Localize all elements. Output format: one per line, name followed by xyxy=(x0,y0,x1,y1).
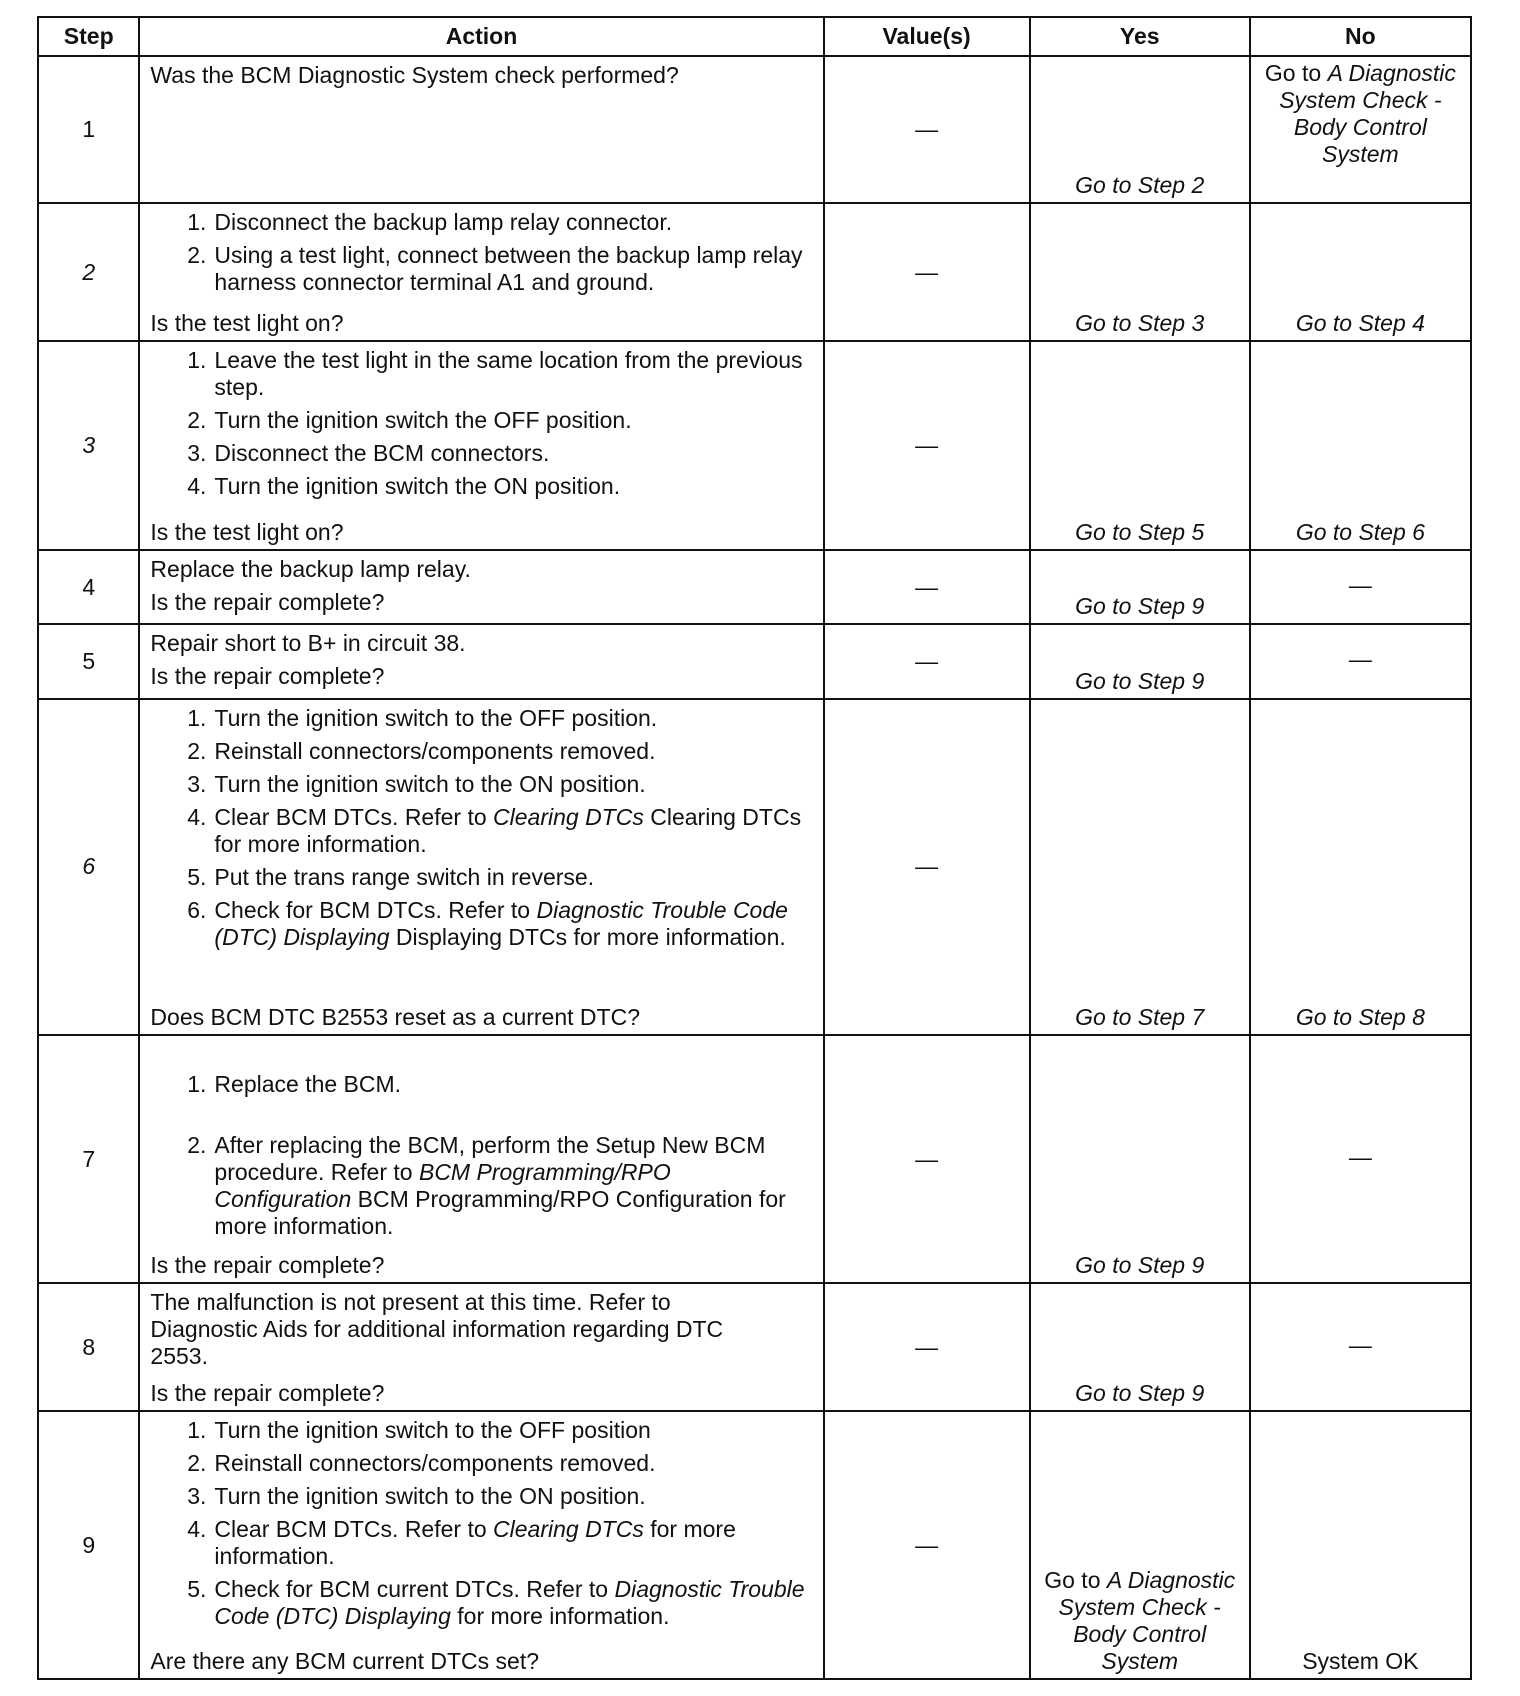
header-row xyxy=(38,17,1471,56)
header-no: No xyxy=(1250,17,1471,56)
step-number: 6 xyxy=(38,699,139,1036)
action-text: Repair short to B+ in circuit 38. xyxy=(150,630,466,657)
list-item: 4. Clear BCM DTCs. Refer to Clearing DTCs for more information. xyxy=(187,1516,736,1570)
dash-mark: — xyxy=(915,1531,939,1558)
action-text: Was the BCM Diagnostic System check performed? xyxy=(150,62,679,88)
table-row xyxy=(38,56,1471,203)
action-cell xyxy=(139,699,823,1036)
list-item: 1. Leave the test light in the same location from the previous step. xyxy=(187,346,803,400)
yes-cell xyxy=(1030,1035,1250,1283)
action-steps xyxy=(150,1071,812,1246)
reference-link[interactable]: Clearing DTCs xyxy=(493,1516,644,1543)
yes-goto[interactable]: Go to Step 9 xyxy=(1075,667,1205,694)
no-cell xyxy=(1250,550,1471,624)
dash-mark: — xyxy=(915,647,939,674)
action-question: Is the repair complete? xyxy=(150,1380,385,1407)
dash-mark: — xyxy=(1348,646,1372,673)
yes-goto[interactable]: Go to Step 9 xyxy=(1075,1380,1205,1407)
yes-goto[interactable]: Go to Step 2 xyxy=(1075,172,1205,199)
no-cell xyxy=(1250,56,1471,203)
yes-cell xyxy=(1030,624,1250,698)
step-number: 7 xyxy=(38,1035,139,1283)
table-row xyxy=(38,203,1471,340)
action-cell xyxy=(139,203,823,340)
table-row xyxy=(38,1283,1471,1411)
value-cell xyxy=(824,1283,1030,1411)
yes-cell xyxy=(1030,203,1250,340)
list-item: 5. Check for BCM current DTCs. Refer to Diagnostic Trouble Code (DTC) Displaying for more information. xyxy=(187,1576,805,1630)
action-text: Replace the backup lamp relay. xyxy=(150,556,471,583)
header-yes: Yes xyxy=(1030,17,1250,56)
value-cell xyxy=(824,550,1030,624)
value-cell xyxy=(824,699,1030,1036)
list-item: 1. Turn the ignition switch to the OFF position. xyxy=(187,704,658,731)
list-item: 4. Turn the ignition switch the ON position. xyxy=(187,472,621,499)
table-row xyxy=(38,624,1471,698)
no-cell xyxy=(1250,624,1471,698)
action-cell xyxy=(139,550,823,624)
dash-mark: — xyxy=(915,1145,939,1172)
action-question: Is the test light on? xyxy=(150,309,344,336)
list-item: 6. Check for BCM DTCs. Refer to Diagnostic Trouble Code (DTC) Displaying Displaying DTCs for more information. xyxy=(187,896,788,950)
table-row xyxy=(38,1411,1471,1679)
dash-mark: — xyxy=(915,853,939,880)
list-item: 3. Turn the ignition switch to the ON position. xyxy=(187,1483,646,1510)
header-values: Value(s) xyxy=(824,17,1030,56)
no-goto[interactable]: Go to Step 6 xyxy=(1295,519,1425,546)
yes-cell xyxy=(1030,550,1250,624)
list-item: 1. Turn the ignition switch to the OFF position xyxy=(187,1417,651,1444)
step-number: 3 xyxy=(38,341,139,551)
list-item: 3. Turn the ignition switch to the ON position. xyxy=(187,770,646,797)
no-cell xyxy=(1250,1411,1471,1679)
dash-mark: — xyxy=(915,431,939,458)
dash-mark: — xyxy=(915,573,939,600)
list-item: 5. Put the trans range switch in reverse. xyxy=(187,863,595,890)
yes-cell xyxy=(1030,699,1250,1036)
reference-link[interactable]: Clearing DTCs xyxy=(493,803,644,830)
yes-goto[interactable]: Go to Step 9 xyxy=(1075,1251,1205,1278)
action-steps xyxy=(150,1417,812,1636)
diagnostic-table xyxy=(37,16,1472,1680)
value-cell xyxy=(824,1035,1030,1283)
yes-cell xyxy=(1030,1411,1250,1679)
step-number: 4 xyxy=(38,550,139,624)
value-cell xyxy=(824,203,1030,340)
dash-mark: — xyxy=(915,258,939,285)
action-cell xyxy=(139,624,823,698)
list-item: 1. Disconnect the backup lamp relay connector. xyxy=(187,209,673,236)
action-cell xyxy=(139,1035,823,1283)
list-item: 2. After replacing the BCM, perform the Setup New BCM procedure. Refer to BCM Programming/RPO Configuration BCM Programming/RPO Configuration for more information. xyxy=(187,1132,786,1240)
no-goto-link[interactable]: A Diagnostic System Check - Body Control System xyxy=(1279,60,1456,167)
table-row xyxy=(38,550,1471,624)
list-item: 1. Replace the BCM. xyxy=(187,1071,402,1098)
step-number: 8 xyxy=(38,1283,139,1411)
reference-link[interactable]: BCM Programming/RPO Configuration xyxy=(214,1159,671,1213)
value-cell xyxy=(824,1411,1030,1679)
table-row xyxy=(38,341,1471,551)
list-item: 2. Reinstall connectors/components removed. xyxy=(187,1450,656,1477)
action-steps xyxy=(150,347,812,506)
dash-mark: — xyxy=(1348,1144,1372,1171)
header-step: Step xyxy=(38,17,139,56)
table-row xyxy=(38,699,1471,1036)
yes-cell xyxy=(1030,56,1250,203)
yes-goto[interactable]: Go to Step 5 xyxy=(1075,519,1205,546)
yes-goto[interactable]: Go to Step 7 xyxy=(1075,1004,1205,1031)
value-cell xyxy=(824,624,1030,698)
step-number: 9 xyxy=(38,1411,139,1679)
step-number: 5 xyxy=(38,624,139,698)
action-cell xyxy=(139,56,823,203)
action-text: The malfunction is not present at this time. Refer to Diagnostic Aids for additional information regarding DTC 2553. xyxy=(150,1288,724,1369)
action-cell xyxy=(139,1411,823,1679)
action-steps xyxy=(150,209,812,302)
action-steps xyxy=(150,705,812,957)
dash-mark: — xyxy=(1348,572,1372,599)
list-item: 2. Turn the ignition switch the OFF position. xyxy=(187,406,632,433)
step-number: 1 xyxy=(38,56,139,203)
no-cell xyxy=(1250,1283,1471,1411)
action-question: Does BCM DTC B2553 reset as a current DTC? xyxy=(150,1004,640,1031)
yes-cell xyxy=(1030,341,1250,551)
list-item: 2. Reinstall connectors/components removed. xyxy=(187,737,656,764)
yes-goto[interactable]: Go to Step 3 xyxy=(1075,309,1205,336)
no-cell xyxy=(1250,203,1471,340)
dash-mark: — xyxy=(915,116,939,143)
list-item: 4. Clear BCM DTCs. Refer to Clearing DTCs Clearing DTCs for more information. xyxy=(187,803,802,857)
no-cell xyxy=(1250,341,1471,551)
yes-goto-link[interactable]: A Diagnostic System Check - Body Control System xyxy=(1058,1567,1236,1674)
action-question: Is the test light on? xyxy=(150,519,344,546)
yes-cell xyxy=(1030,1283,1250,1411)
yes-goto-prefix: Go to xyxy=(1044,1567,1101,1593)
dash-mark: — xyxy=(915,1333,939,1360)
list-item: 3. Disconnect the BCM connectors. xyxy=(187,439,550,466)
list-item: 2. Using a test light, connect between the backup lamp relay harness connector terminal A1 and ground. xyxy=(187,242,803,296)
header-action: Action xyxy=(139,17,823,56)
value-cell xyxy=(824,56,1030,203)
action-cell xyxy=(139,1283,823,1411)
action-question: Are there any BCM current DTCs set? xyxy=(150,1648,539,1674)
no-goto[interactable]: Go to Step 4 xyxy=(1295,309,1425,336)
action-cell xyxy=(139,341,823,551)
action-question: Is the repair complete? xyxy=(150,1251,385,1278)
no-goto[interactable]: Go to Step 8 xyxy=(1295,1004,1425,1031)
no-cell xyxy=(1250,699,1471,1036)
action-question: Is the repair complete? xyxy=(150,589,385,616)
reference-link[interactable]: Diagnostic Trouble Code (DTC) Displaying xyxy=(214,1576,805,1630)
step-number: 2 xyxy=(38,203,139,340)
no-goto-prefix: Go to xyxy=(1264,60,1322,86)
reference-link[interactable]: Diagnostic Trouble Code (DTC) Displaying xyxy=(214,896,788,950)
no-cell xyxy=(1250,1035,1471,1283)
table-row xyxy=(38,1035,1471,1283)
no-result: System OK xyxy=(1302,1648,1419,1674)
value-cell xyxy=(824,341,1030,551)
dash-mark: — xyxy=(1348,1332,1372,1359)
action-question: Is the repair complete? xyxy=(150,663,385,690)
yes-goto[interactable]: Go to Step 9 xyxy=(1075,593,1205,620)
